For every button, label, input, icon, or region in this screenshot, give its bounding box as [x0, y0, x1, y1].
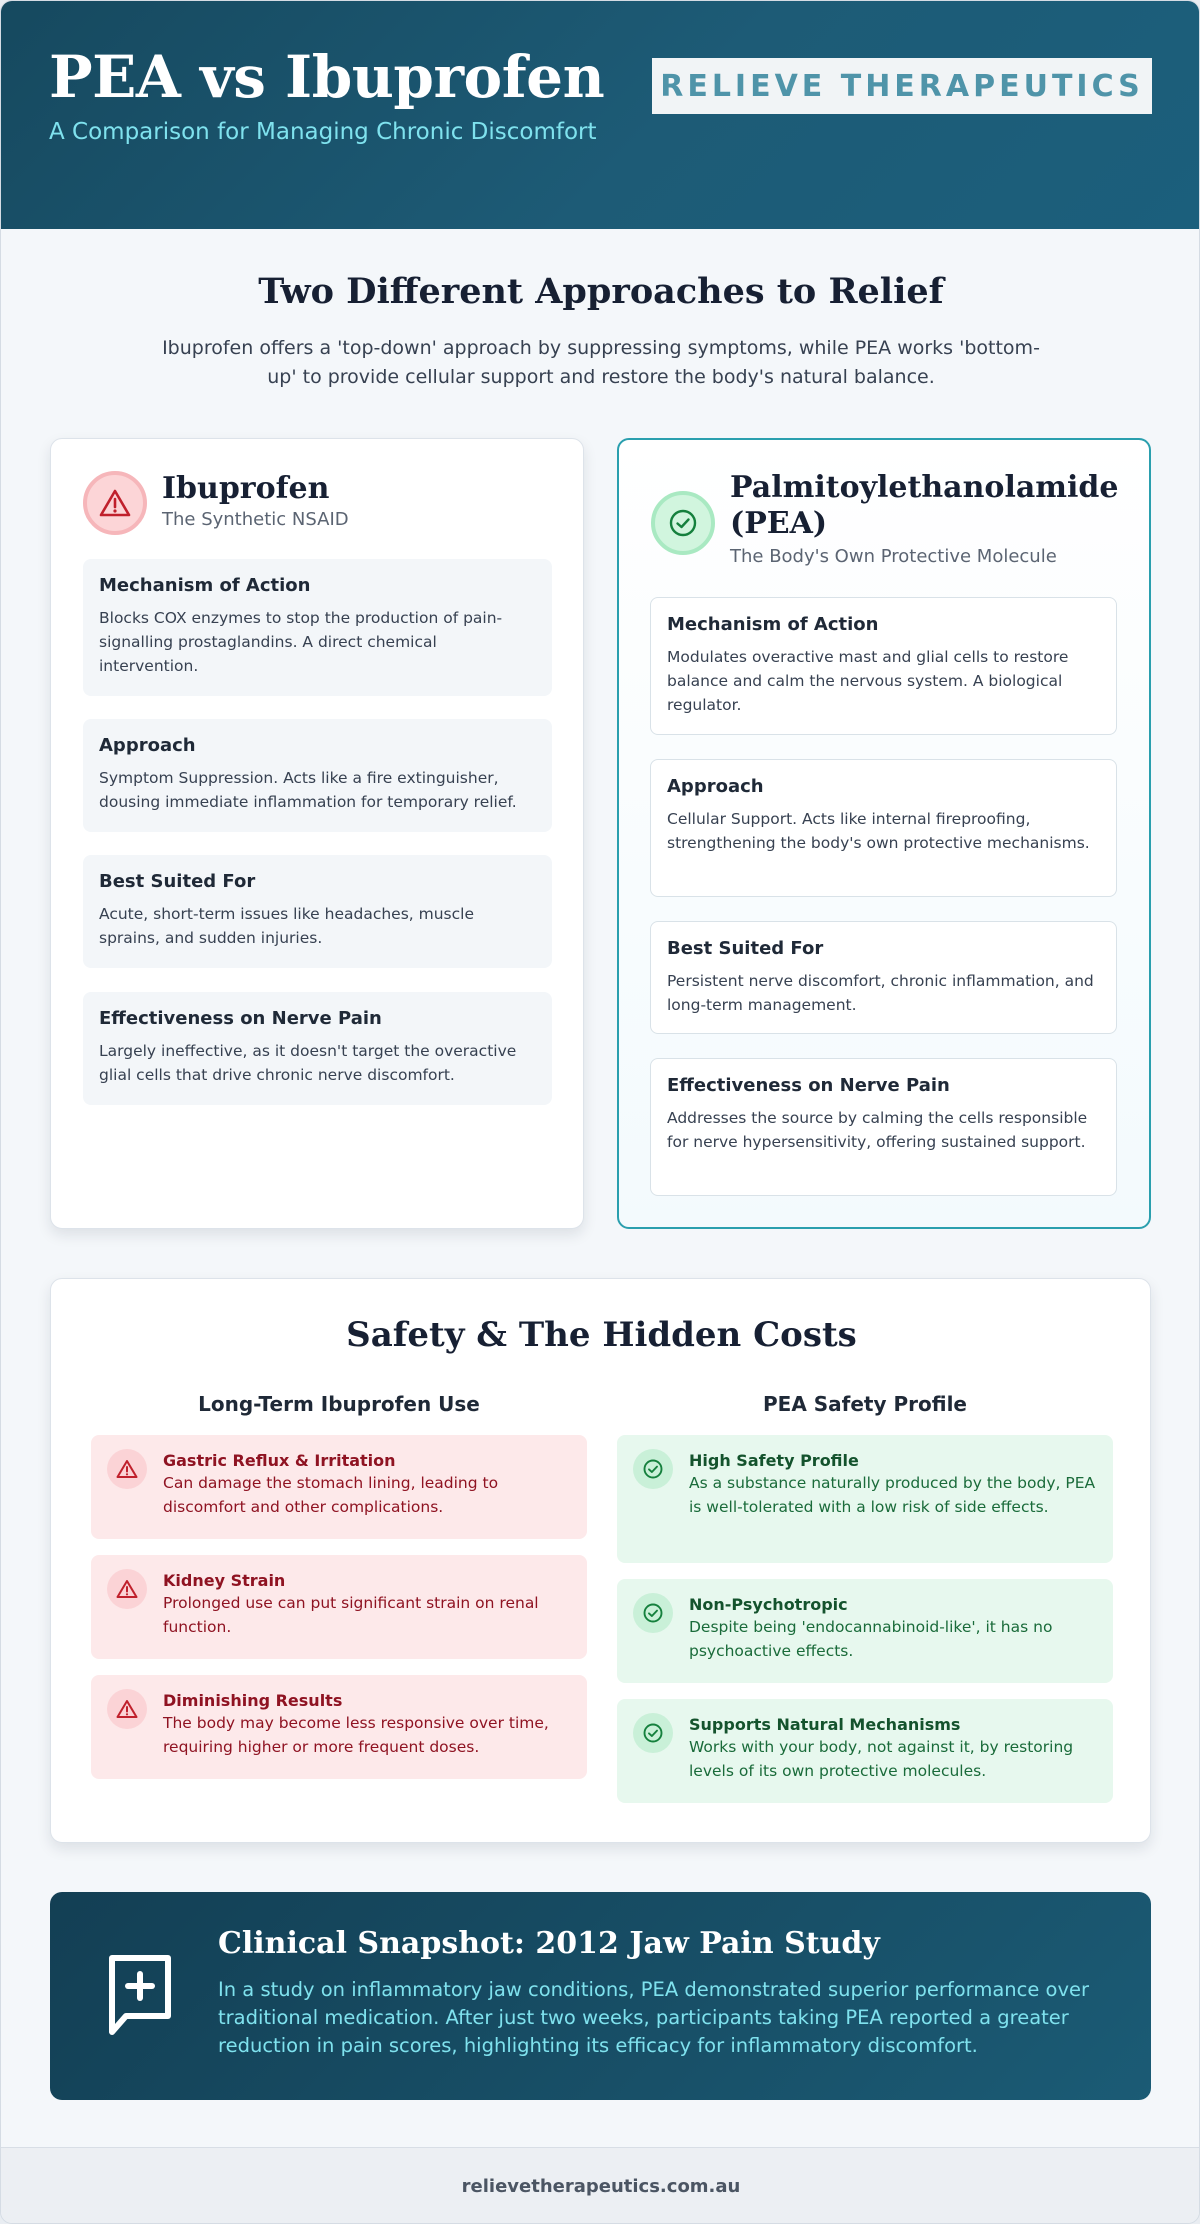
benefit-title: High Safety Profile — [689, 1451, 859, 1470]
benefit-title: Non-Psychotropic — [689, 1595, 848, 1614]
warning-icon — [83, 471, 147, 535]
check-circle-icon — [633, 1593, 673, 1633]
benefit-item — [617, 1579, 1113, 1683]
check-circle-icon — [633, 1713, 673, 1753]
risk-text: The body may become less responsive over time, requiring higher or more frequent doses. — [163, 1714, 549, 1756]
benefit-text: As a substance naturally produced by the body, PEA is well-tolerated with a low risk of side effects. — [689, 1474, 1096, 1516]
row-heading: Mechanism of Action — [667, 614, 879, 635]
risk-item — [91, 1435, 587, 1539]
row-heading: Approach — [99, 735, 196, 756]
row-heading: Best Suited For — [99, 871, 256, 892]
page-subtitle: A Comparison for Managing Chronic Discomfort — [49, 119, 597, 145]
benefit-title: Supports Natural Mechanisms — [689, 1715, 961, 1734]
row-text: Largely ineffective, as it doesn't target the overactive glial cells that drive chronic nerve discomfort. — [99, 1042, 517, 1084]
row-heading: Effectiveness on Nerve Pain — [99, 1008, 382, 1029]
pea-row-best-for — [650, 921, 1117, 1034]
ibuprofen-row-best-for — [83, 855, 552, 968]
intro-text: Ibuprofen offers a 'top-down' approach by suppressing symptoms, while PEA works 'bottom-up' to provide cellular support and restore the body's natural balance. — [162, 337, 1040, 388]
footer — [1, 2147, 1200, 2224]
page-title: PEA vs Ibuprofen — [49, 43, 605, 111]
benefit-item — [617, 1435, 1113, 1563]
risk-title: Diminishing Results — [163, 1691, 343, 1710]
risk-item — [91, 1675, 587, 1779]
row-text: Blocks COX enzymes to stop the production of pain-signalling prostaglandins. A direct chemical intervention. — [99, 609, 503, 675]
benefit-text: Despite being 'endocannabinoid-like', it has no psychoactive effects. — [689, 1618, 1053, 1660]
pea-row-nerve-pain — [650, 1058, 1117, 1196]
benefit-item — [617, 1699, 1113, 1803]
pea-row-mechanism — [650, 597, 1117, 735]
row-heading: Best Suited For — [667, 938, 824, 959]
footer-website-link[interactable]: relievetherapeutics.com.au — [461, 2176, 741, 2197]
pea-row-approach — [650, 759, 1117, 897]
ibuprofen-row-approach — [83, 719, 552, 832]
message-plus-icon — [100, 1952, 180, 2038]
brand-logo — [652, 58, 1152, 114]
risk-text: Prolonged use can put significant strain on renal function. — [163, 1594, 539, 1636]
pea-tagline: The Body's Own Protective Molecule — [730, 546, 1057, 567]
ibuprofen-tagline: The Synthetic NSAID — [162, 509, 349, 530]
warning-icon — [107, 1689, 147, 1729]
ibuprofen-row-nerve-pain — [83, 992, 552, 1105]
benefit-text: Works with your body, not against it, by restoring levels of its own protective molecules. — [689, 1738, 1074, 1780]
safety-section — [50, 1278, 1151, 1843]
snapshot-title: Clinical Snapshot: 2012 Jaw Pain Study — [218, 1926, 880, 1961]
pea-safety-title: PEA Safety Profile — [763, 1392, 967, 1416]
check-circle-icon — [651, 491, 715, 555]
risk-text: Can damage the stomach lining, leading to discomfort and other complications. — [163, 1474, 499, 1516]
risk-title: Kidney Strain — [163, 1571, 286, 1590]
risk-item — [91, 1555, 587, 1659]
row-text: Persistent nerve discomfort, chronic inflammation, and long-term management. — [667, 972, 1094, 1014]
pea-name: Palmitoylethanolamide (PEA) — [730, 470, 1119, 541]
ibuprofen-card — [50, 438, 584, 1229]
intro-heading: Two Different Approaches to Relief — [258, 271, 944, 312]
ibuprofen-name: Ibuprofen — [162, 471, 330, 506]
row-text: Symptom Suppression. Acts like a fire extinguisher, dousing immediate inflammation for temporary relief. — [99, 769, 517, 811]
row-text: Acute, short-term issues like headaches, muscle sprains, and sudden injuries. — [99, 905, 474, 947]
clinical-snapshot-banner — [50, 1892, 1151, 2100]
ibuprofen-risks-title: Long-Term Ibuprofen Use — [198, 1392, 480, 1416]
row-heading: Mechanism of Action — [99, 575, 311, 596]
row-text: Addresses the source by calming the cells responsible for nerve hypersensitivity, offering sustained support. — [667, 1109, 1088, 1151]
row-heading: Approach — [667, 776, 764, 797]
brand-logo-text: RELIEVE THERAPEUTICS — [660, 68, 1144, 104]
snapshot-text: In a study on inflammatory jaw conditions, PEA demonstrated superior performance over traditional medication. After just two weeks, participants taking PEA reported a greater reduction in pain scores, highlighting its efficacy for inflammatory discomfort. — [218, 1978, 1090, 2057]
risk-title: Gastric Reflux & Irritation — [163, 1451, 396, 1470]
warning-icon — [107, 1449, 147, 1489]
ibuprofen-row-mechanism — [83, 559, 552, 696]
header-banner — [1, 1, 1199, 229]
row-text: Modulates overactive mast and glial cells to restore balance and calm the nervous system. A biological regulator. — [667, 648, 1069, 714]
row-text: Cellular Support. Acts like internal fireproofing, strengthening the body's own protective mechanisms. — [667, 810, 1090, 852]
pea-card — [617, 438, 1151, 1229]
row-heading: Effectiveness on Nerve Pain — [667, 1075, 950, 1096]
warning-icon — [107, 1569, 147, 1609]
check-circle-icon — [633, 1449, 673, 1489]
safety-heading: Safety & The Hidden Costs — [346, 1315, 857, 1355]
